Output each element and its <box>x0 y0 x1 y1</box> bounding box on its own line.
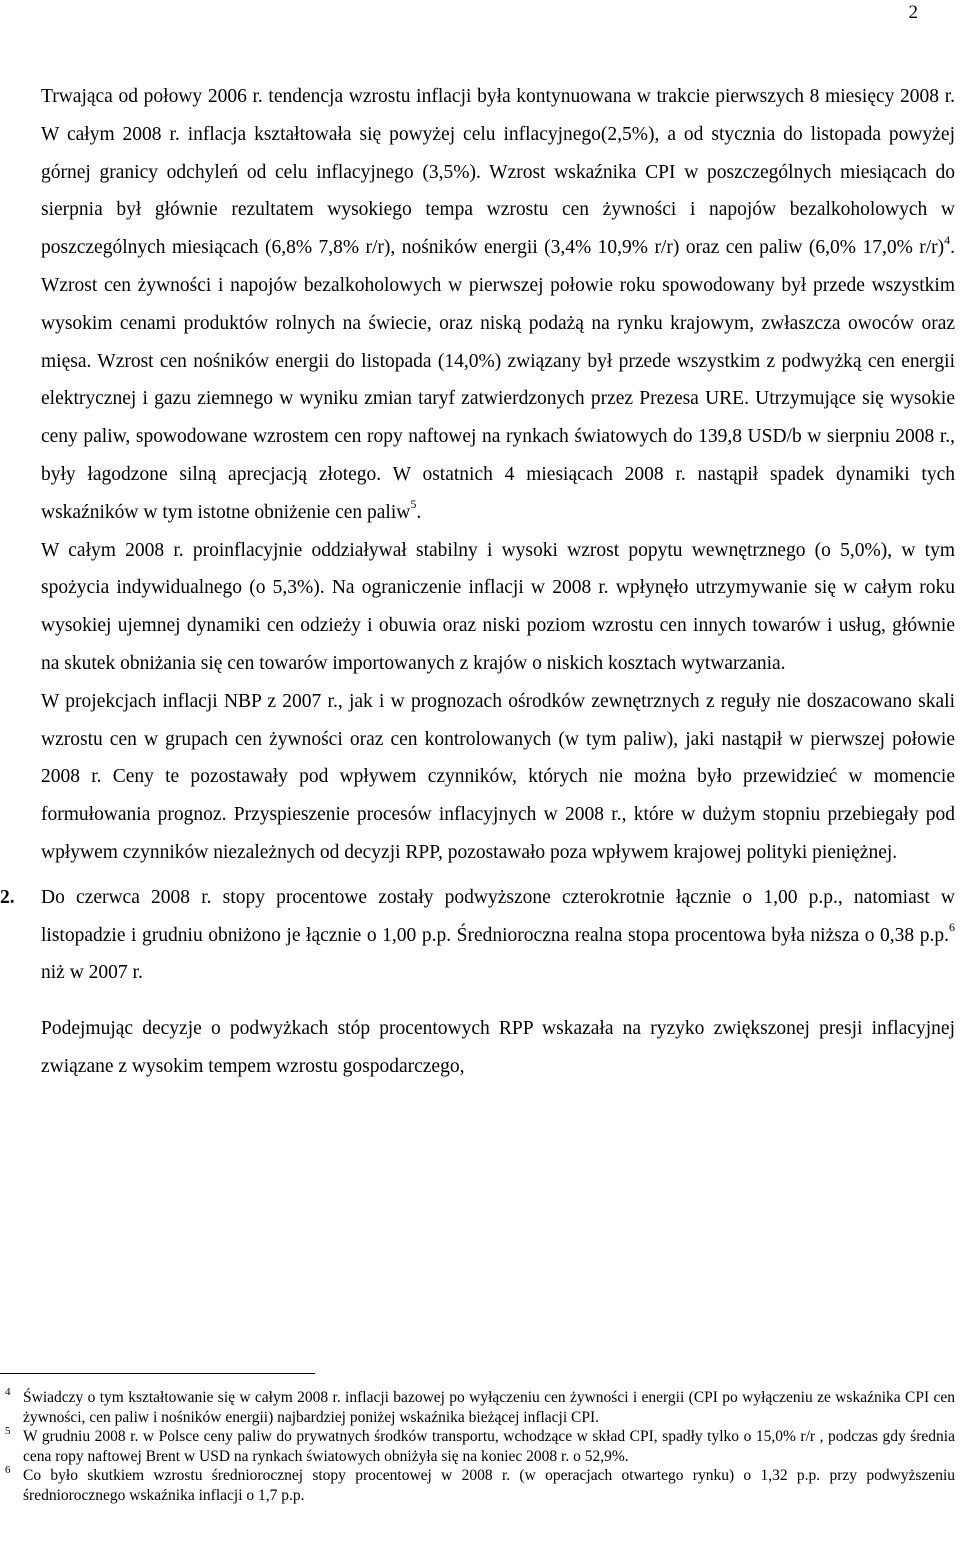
paragraph-inflation-trend <box>41 78 955 532</box>
footnote-mark: 5 <box>5 1425 11 1438</box>
paragraph-rpp-decisions: Podejmując decyzje o podwyżkach stóp procentowych RPP wskazała na ryzyko zwiększonej presji inflacyjnej związane z wysokim tempem wzrostu gospodarczego, <box>41 1018 955 1077</box>
footnote-separator <box>0 1373 315 1374</box>
paragraph-nbp-projections: W projekcjach inflacji NBP z 2007 r., jak i w prognozach ośrodków zewnętrznych z reguły nie doszacowano skali wzrostu cen w grupach cen żywności oraz cen kontrolowanych (w tym paliw), jaki nastąpił w pierwszej połowie 2008 r. Ceny te pozostawały pod wpływem czynników, których nie można było przewidzieć w momencie formułowania prognoz. Przyspieszenie procesów inflacyjnych w 2008 r., które w dużym stopniu przebiegały pod wpływem czynników niezależnych od decyzji RPP, pozostawało poza wpływem krajowej polityki pieniężnej. <box>41 690 955 863</box>
paragraph-text: Trwająca od połowy 2006 r. tendencja wzrostu inflacji była kontynuowana w trakcie pierwszych 8 miesięcy 2008 r. W całym 2008 r. inflacja kształtowała się powyżej celu inflacyjnego(2,5%), a od stycznia do listopada powyżej górnej granicy odchyleń od celu inflacyjnego (3,5%). Wzrost wskaźnika CPI w poszczególnych miesiącach do sierpnia był głównie rezultatem wysokiego tempa wzrostu cen żywności i napojów bezalkoholowych w poszczególnych miesiącach (6,8% 7,8% r/r), nośników energii (3,4% 10,9% r/r) oraz cen paliw (6,0% 17,0% r/r) <box>41 86 955 259</box>
footnote-6 <box>0 1466 955 1505</box>
footnote-mark: 6 <box>5 1464 11 1477</box>
footnote-ref-6[interactable]: 6 <box>949 920 955 935</box>
numbered-item-2: 2. Do czerwca 2008 r. stopy procentowe zostały podwyższone czterokrotnie łącznie o 1,00 p.p., natomiast w listopadzie i grudniu obniżono je łącznie o 1,00 p.p. Średnioroczna realna stopa procentowa była niższa o 0,38 p.p.$^6$ niż w 2007 r. <box>41 879 955 992</box>
footnote-text: Świadczy o tym kształtowanie się w całym 2008 r. inflacji bazowej po wyłączeniu cen żywności i energii (CPI po wyłączeniu ze wskaźnika CPI cen żywności, cen paliw i nośników energii) najbardziej poniżej wskaźnika bieżącej inflacji CPI. <box>23 1389 955 1426</box>
footnote-4 <box>0 1388 955 1427</box>
item-text-part: Do czerwca 2008 r. stopy procentowe zostały podwyższone czterokrotnie łącznie o 1,00 p.p., natomiast w listopadzie i grudniu obniżono je łącznie o 1,00 p.p. Średnioroczna realna stopa procentowa była niższa o 0,38 p.p. <box>41 886 955 946</box>
footnote-ref-5[interactable]: 5 <box>410 497 417 512</box>
footnote-text: Co było skutkiem wzrostu średniorocznej stopy procentowej w 2008 r. (w operacjach otwartego rynku) o 1,32 p.p. przy podwyższeniu średniorocznego wskaźnika inflacji o 1,7 p.p. <box>23 1467 955 1504</box>
footnote-ref-4[interactable]: 4 <box>944 232 951 247</box>
footnotes <box>0 1388 955 1506</box>
footnote-5 <box>0 1427 955 1466</box>
page-number: 2 <box>908 2 918 23</box>
paragraph-text: . <box>416 501 422 523</box>
item-text <box>41 879 955 992</box>
body-text <box>0 78 955 1086</box>
footnote-mark: 4 <box>5 1386 11 1398</box>
item-text-part: niż w 2007 r. <box>41 962 143 984</box>
footnote-text: W grudniu 2008 r. w Polsce ceny paliw do prywatnych środków transportu, wchodzące w skład CPI, spadły tylko o 15,0% r/r , podczas gdy średnia cena ropy naftowej Brent w USD na rynkach światowych obniżyła się na koniec 2008 r. o 52,9%. <box>23 1428 955 1465</box>
paragraph-text: . Wzrost cen żywności i napojów bezalkoholowych w pierwszej połowie roku spowodowany był przede wszystkim wysokim cenami produktów rolnych na świecie, oraz niską podażą na rynku krajowym, zwłaszcza owoców oraz mięsa. Wzrost cen nośników energii do listopada (14,0%) związany był przede wszystkim z podwyżką cen energii elektrycznej i gazu ziemnego w wyniku zmian taryf zatwierdzonych przez Prezesa URE. Utrzymujące się wysokie ceny paliw, spowodowane wzrostem cen ropy naftowej na rynkach światowych do 139,8 USD/b w sierpniu 2008 r., były łagodzone silną aprecjacją złotego. W ostatnich 4 miesiącach 2008 r. nastąpił spadek dynamiki tych wskaźników w tym istotne obniżenie cen paliw <box>41 237 955 523</box>
paragraph-domestic-demand: W całym 2008 r. proinflacyjnie oddziaływał stabilny i wysoki wzrost popytu wewnętrznego (o 5,0%), w tym spożycia indywidualnego (o 5,3%). Na ograniczenie inflacji w 2008 r. wpłynęło utrzymywanie się w całym roku wysokiej ujemnej dynamiki cen odzieży i obuwia oraz niski poziom wzrostu cen innych towarów i usług, głównie na skutek obniżania się cen towarów importowanych z krajów o niskich kosztach wytwarzania. <box>41 539 955 674</box>
